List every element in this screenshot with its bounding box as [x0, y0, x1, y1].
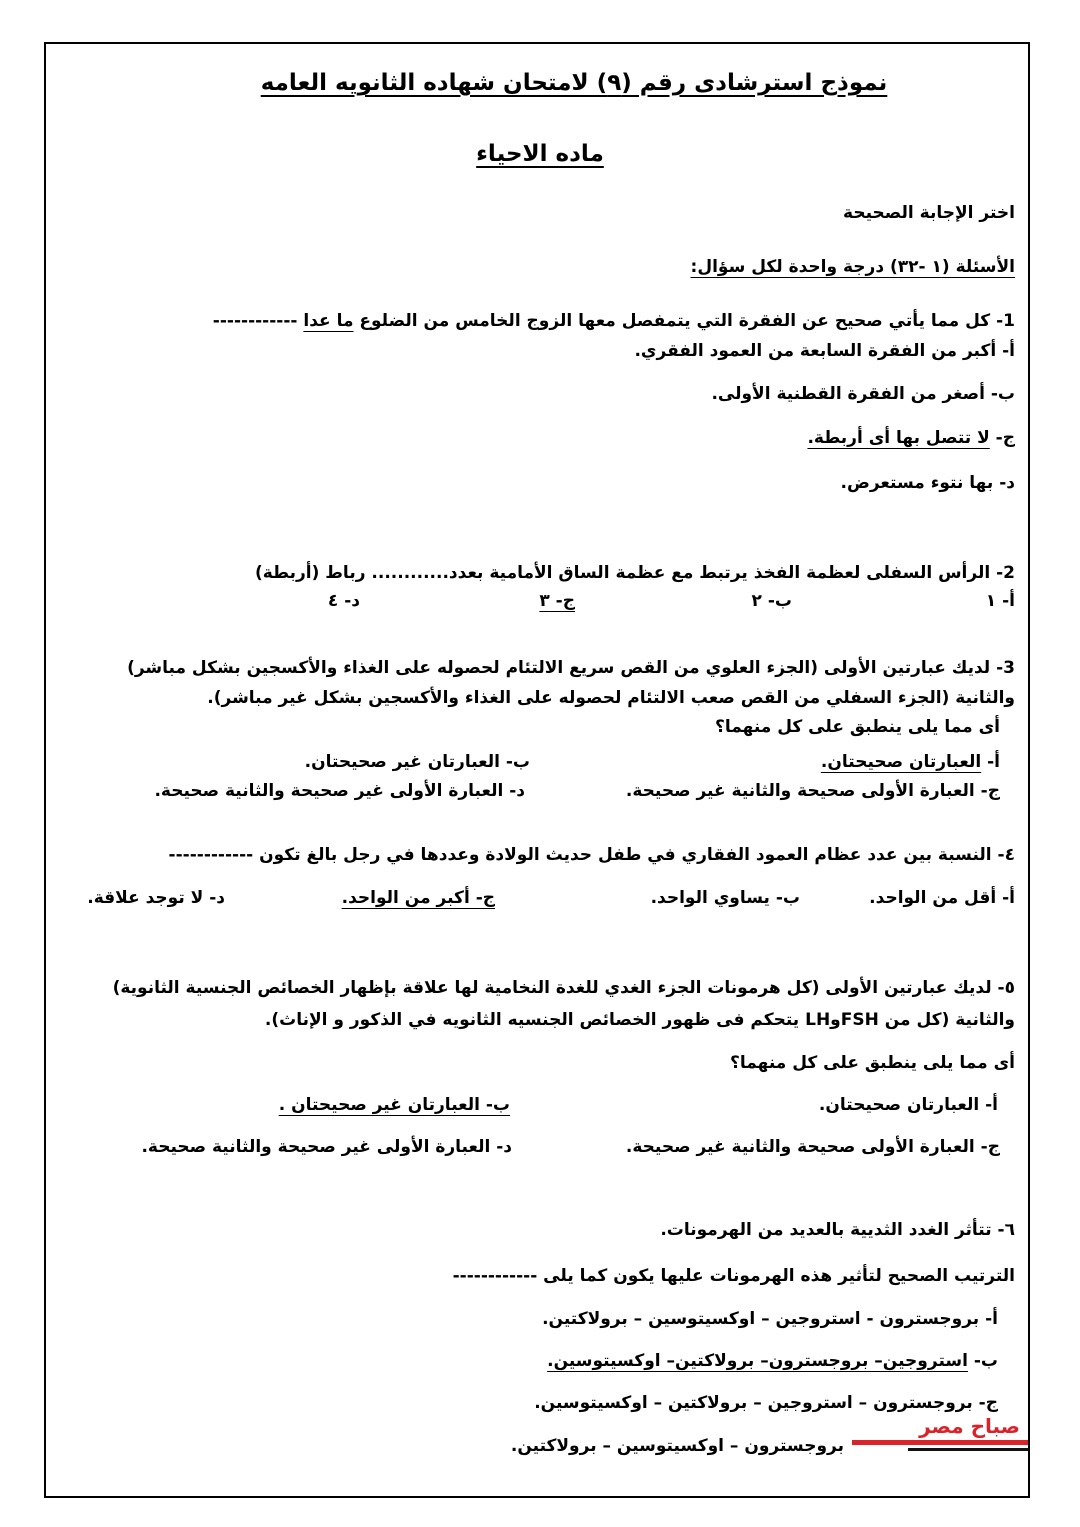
q1-stem-text: 1- كل مما يأتي صحيح عن الفقرة التي يتمفصل معها الزوج الخامس من الضلوع — [359, 311, 1015, 331]
q3-option-a — [821, 754, 1000, 771]
q3-line3: أى مما يلى ينطبق على كل منهما؟ — [714, 717, 1000, 737]
q1-option-a: أ- أكبر من الفقرة السابعة من العمود الفقري. — [634, 341, 1015, 361]
q5-line2: والثانية (كل من FSHوLH يتحكم فى ظهور الخصائص الجنسيه الثانويه في الذكور و الإناث). — [264, 1010, 1015, 1030]
q1-option-c-prefix: ج- — [989, 428, 1015, 448]
page-title: نموذج استرشادى رقم (٩) لامتحان شهاده الثانويه العامه — [260, 70, 888, 96]
q4-stem: ٤- النسبة بين عدد عظام العمود الفقاري في طفل حديث الولادة وعددها في رجل بالغ تكون ------------ — [168, 845, 1015, 865]
q6-option-b-text: استروجين– بروجسترون– برولاكتين– اوكسيتوسين. — [547, 1351, 968, 1371]
q3-option-d: د- العبارة الأولى غير صحيحة والثانية صحيحة. — [154, 781, 525, 801]
q2-option-b: ب- ٢ — [751, 591, 792, 611]
subject-title: ماده الاحياء — [476, 141, 604, 167]
q3-option-a-prefix: أ- — [981, 752, 1000, 772]
q6-option-b — [547, 1353, 998, 1370]
watermark-bar — [852, 1440, 1028, 1445]
q4-option-d: د- لا توجد علاقة. — [87, 888, 225, 908]
q5-option-a: أ- العبارتان صحيحتان. — [818, 1095, 998, 1115]
q1-blank: ------------ — [212, 311, 298, 331]
q2-stem: 2- الرأس السفلى لعظمة الفخذ يرتبط مع عظمة الساق الأمامية بعدد............ رباط (أربطة) — [254, 563, 1015, 583]
q5-option-c: ج- العبارة الأولى صحيحة والثانية غير صحيحة. — [625, 1137, 1000, 1157]
q2-option-c: ج- ٣ — [539, 591, 575, 611]
q1-option-b: ب- أصغر من الفقرة القطنية الأولى. — [711, 384, 1015, 404]
q3-option-b: ب- العبارتان غير صحيحتان. — [304, 752, 530, 772]
instruction-choose: اختر الإجابة الصحيحة — [843, 203, 1015, 223]
q6-option-a: أ- بروجسترون - استروجين – اوكسيتوسين – برولاكتين. — [542, 1309, 998, 1329]
q1-except: ما عدا — [303, 311, 354, 331]
instruction-grading: الأسئلة (١ -٣٢) درجة واحدة لكل سؤال: — [690, 257, 1015, 277]
q6-option-b-prefix: ب- — [967, 1351, 998, 1371]
watermark-name: صباح مصر — [919, 1414, 1020, 1438]
q4-option-c: ج- أكبر من الواحد. — [341, 888, 495, 908]
q3-option-a-text: العبارتان صحيحتان. — [820, 752, 982, 772]
q6-line2: الترتيب الصحيح لتأثير هذه الهرمونات عليها يكون كما يلى ------------ — [452, 1266, 1015, 1286]
q4-option-b: ب- يساوي الواحد. — [650, 888, 800, 908]
q5-option-b: ب- العبارتان غير صحيحتان . — [278, 1095, 510, 1115]
q1-option-c — [807, 430, 1015, 447]
q4-option-a: أ- أقل من الواحد. — [869, 888, 1015, 908]
q5-line1: ٥- لديك عبارتين الأولى (كل هرمونات الجزء الغدي للغدة النخامية لها علاقة بإظهار الخصائص الجنسية الثانوية) — [112, 978, 1015, 998]
q2-option-a: أ- ١ — [985, 591, 1015, 611]
q5-line3: أى مما يلى ينطبق على كل منهما؟ — [729, 1053, 1015, 1073]
q1-option-c-text: لا تتصل بها أى أربطة. — [807, 428, 990, 448]
q2-option-d: د- ٤ — [327, 591, 360, 611]
q3-line1: 3- لديك عبارتين الأولى (الجزء العلوي من القص سريع الالتئام لحصوله على الغذاء والأكسجين بشكل مباشر) — [127, 658, 1015, 678]
q3-option-c: ج- العبارة الأولى صحيحة والثانية غير صحيحة. — [625, 781, 1000, 801]
watermark-bar-dark — [908, 1448, 1028, 1451]
q6-option-c: ج- بروجسترون – استروجين – برولاكتين – اوكسيتوسين. — [534, 1393, 998, 1413]
q3-line2: والثانية (الجزء السفلي من القص صعب الالتئام لحصوله على الغذاء والأكسجين بشكل غير مباشر). — [207, 688, 1015, 708]
q1-option-d: د- بها نتوء مستعرض. — [840, 473, 1015, 493]
q6-line1: ٦- تتأثر الغدد الثديية بالعديد من الهرمونات. — [660, 1220, 1015, 1240]
q5-option-d: د- العبارة الأولى غير صحيحة والثانية صحيحة. — [141, 1137, 512, 1157]
watermark-logo — [852, 1410, 1028, 1462]
q1-stem — [213, 313, 1015, 330]
q6-option-d: بروجسترون – اوكسيتوسين – برولاكتين. — [510, 1436, 844, 1456]
